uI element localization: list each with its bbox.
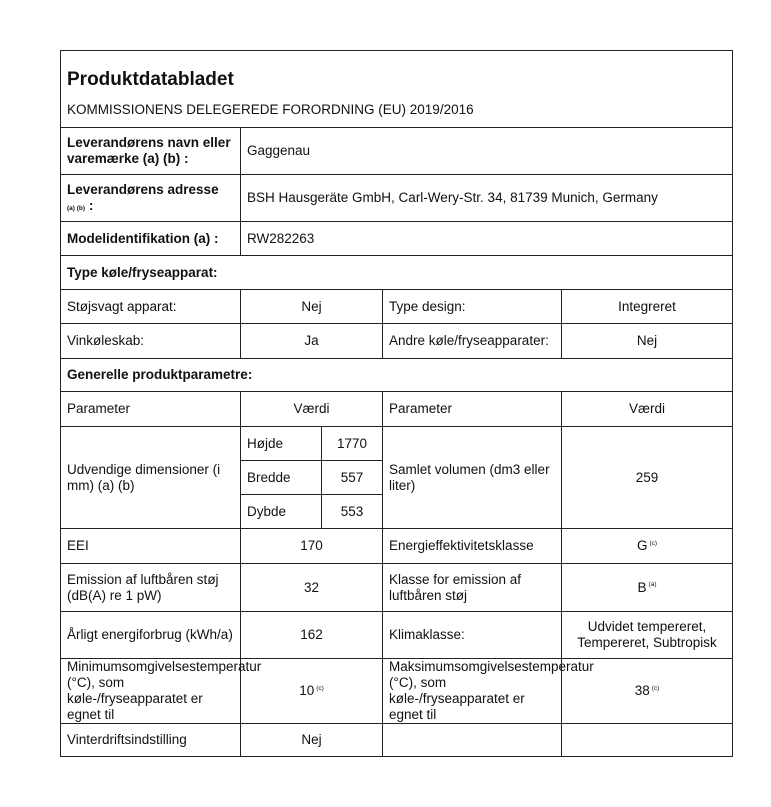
width-value: 557 [322,461,383,495]
empty-cell [383,724,562,757]
energy-row [61,612,733,659]
winter-setting-label: Vinterdriftsindstilling [61,724,241,757]
regulation-text: KOMMISSIONENS DELEGEREDE FORORDNING (EU) 2019/2016 [61,93,733,128]
low-noise-value: Nej [241,290,383,324]
min-temp-cell [241,659,383,724]
column-header-parameter-2: Parameter [383,392,562,427]
model-row [61,222,733,256]
temperature-row [61,659,733,724]
volume-label: Samlet volumen (dm3 eller liter) [383,427,562,529]
supplier-address-label-text: Leverandørens adresse [67,182,219,197]
energy-class-cell [562,529,733,564]
product-data-sheet-table [60,50,733,757]
climate-class-label: Klimaklasse: [383,612,562,659]
empty-cell [562,724,733,757]
type-section-header: Type køle/fryseapparat: [61,256,733,290]
table-row [61,290,733,324]
energy-class-value: G [636,538,648,553]
eei-value: 170 [241,529,383,564]
annual-energy-label: Årligt energiforbrug (kWh/a) [61,612,241,659]
wine-cooler-value: Ja [241,324,383,359]
max-temp-ref: (c) [651,684,660,692]
dimensions-label: Udvendige dimensioner (i mm) (a) (b) [61,427,241,529]
climate-class-value: Udvidet tempereret, Tempereret, Subtropisk [562,612,733,659]
eei-row [61,529,733,564]
depth-value: 553 [322,495,383,529]
supplier-name-value: Gaggenau [241,128,733,175]
supplier-address-refs: (a) (b) [67,205,86,212]
eei-label: EEI [61,529,241,564]
column-header-row [61,392,733,427]
winter-row [61,724,733,757]
model-label: Modelidentifikation (a) : [61,222,241,256]
design-type-value: Integreret [562,290,733,324]
energy-class-ref: (c) [649,539,658,547]
page-title: Produktdatabladet [67,69,234,90]
supplier-name-label: Leverandørens navn eller varemærke (a) (b) : [61,128,241,175]
depth-label: Dybde [241,495,322,529]
column-header-value: Værdi [241,392,383,427]
noise-class-ref: (a) [648,581,657,588]
column-header-parameter: Parameter [61,392,241,427]
supplier-address-value: BSH Hausgeräte GmbH, Carl-Wery-Str. 34, 81739 Munich, Germany [241,175,733,222]
supplier-address-row [61,175,733,222]
height-value: 1770 [322,427,383,461]
type-section-header-row [61,256,733,290]
title-cell [61,51,733,94]
noise-label: Emission af luftbåren støj (dB(A) re 1 pW) [61,564,241,612]
max-temp-value: 38 [634,683,650,698]
max-temp-label: Maksimumsomgivelsestemperatur (°C), som køle-/fryseapparatet er egnet til [383,659,562,724]
noise-class-value: B [637,579,647,595]
supplier-name-row [61,128,733,175]
design-type-label: Type design: [383,290,562,324]
wine-cooler-label: Vinkøleskab: [61,324,241,359]
min-temp-label: Minimumsomgivelsestemperatur (°C), som køle-/fryseapparatet er egnet til [61,659,241,724]
model-value: RW282263 [241,222,733,256]
low-noise-label: Støjsvagt apparat: [61,290,241,324]
noise-class-label: Klasse for emission af luftbåren støj [383,564,562,612]
noise-class-cell [562,564,733,612]
table-row [61,324,733,359]
title-row [61,51,733,94]
volume-value: 259 [562,427,733,529]
dimensions-row-height [61,427,733,461]
general-section-header-row [61,359,733,392]
energy-class-label: Energieffektivitetsklasse [383,529,562,564]
column-header-value-2: Værdi [562,392,733,427]
winter-setting-value: Nej [241,724,383,757]
regulation-row [61,93,733,128]
other-appliance-label: Andre køle/fryseapparater: [383,324,562,359]
annual-energy-value: 162 [241,612,383,659]
width-label: Bredde [241,461,322,495]
supplier-address-colon: : [88,198,94,213]
noise-row [61,564,733,612]
general-section-header: Generelle produktparametre: [61,359,733,392]
other-appliance-value: Nej [562,324,733,359]
min-temp-value: 10 [299,683,315,698]
height-label: Højde [241,427,322,461]
noise-value: 32 [241,564,383,612]
min-temp-ref: (c) [316,684,324,692]
supplier-address-label [61,175,241,222]
